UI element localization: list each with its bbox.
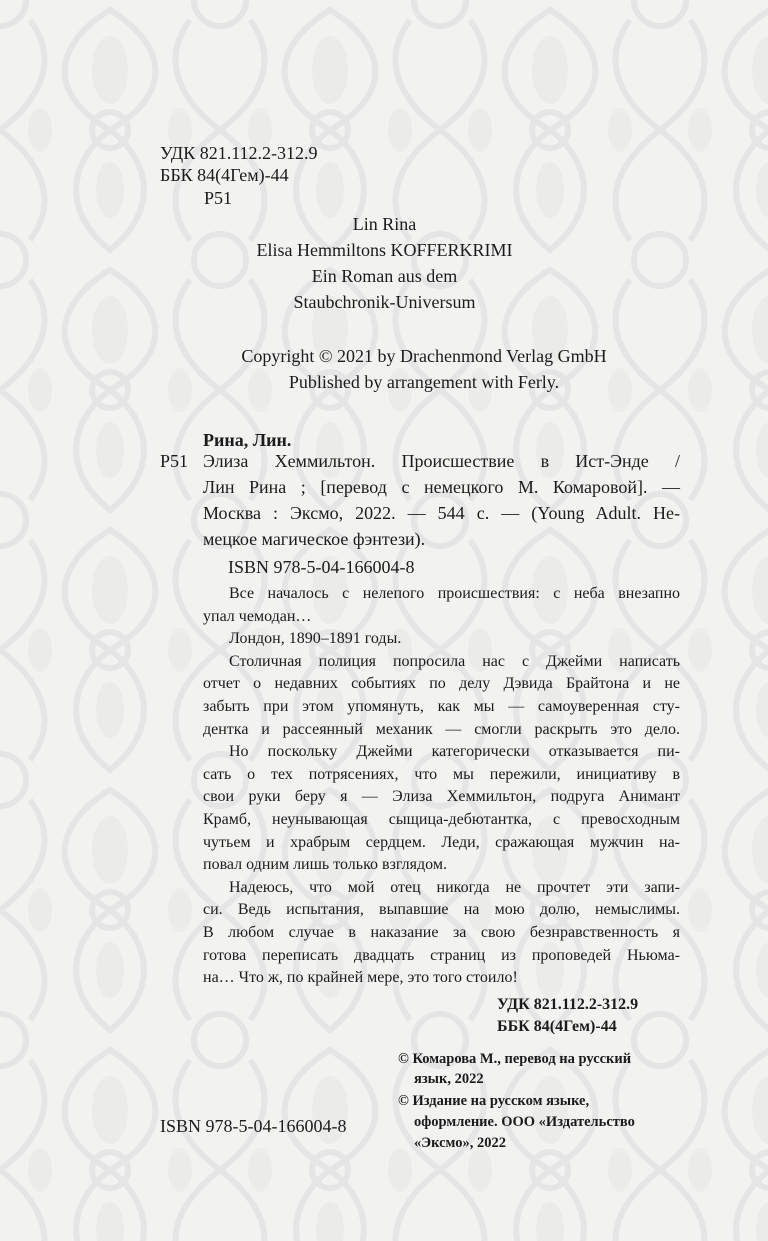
original-subtitle-1: Ein Roman aus dem	[311, 266, 458, 286]
annotation-line: Надеюсь, что мой отец никогда не прочтет эти запи-	[229, 878, 680, 896]
author-sign-top: Р51	[204, 188, 233, 208]
original-author: Lin Rina	[352, 214, 417, 234]
annotation-line: на… Что ж, по крайней мере, это того стоило!	[203, 969, 518, 987]
original-title: Elisa Hemmiltons KOFFERKRIMI	[256, 240, 513, 260]
annotation-line: забыть при этом упомянуть, как мы — самоуверенная сту-	[203, 697, 680, 715]
annotation-line: Лондон, 1890–1891 годы.	[229, 630, 402, 648]
original-title-block	[160, 211, 609, 315]
bbk-code-top: ББК 84(4Гем)-44	[160, 165, 289, 185]
catalog-description	[203, 448, 680, 552]
catalog-line-2: Лин Рина ; [перевод с немецкого М. Комаровой]. —	[203, 477, 680, 497]
annotation	[203, 583, 680, 990]
edition-rights-line-3: «Эксмо», 2022	[414, 1135, 506, 1151]
catalog-sign: Р51	[160, 451, 189, 471]
catalog-line-4: мецкое магическое фэнтези).	[203, 529, 426, 549]
annotation-line: отчет о недавних событиях по делу Дэвида Брайтона и не	[203, 675, 680, 693]
udk-code-top: УДК 821.112.2-312.9	[160, 143, 318, 163]
annotation-line: Но поскольку Джейми категорически отказывается пи-	[229, 743, 680, 761]
catalog-author-heading: Рина, Лин.	[203, 430, 292, 450]
udk-code-bottom: УДК 821.112.2-312.9	[497, 996, 639, 1013]
annotation-line: чутьем и храбрым сердцем. Леди, сражающая мужчин на-	[203, 833, 680, 851]
arrangement-line: Published by arrangement with Ferly.	[288, 372, 560, 392]
edition-rights-line-2: оформление. ООО «Издательство	[414, 1114, 635, 1130]
annotation-line: Крамб, неунывающая сыщица-дебютантка, с превосходным	[203, 810, 680, 828]
annotation-line: свои руки беру я — Элиза Хеммильтон, подруга Анимант	[203, 788, 680, 806]
original-subtitle-2: Staubchronik-Universum	[293, 292, 476, 312]
annotation-line: Столичная полиция попросила нас с Джейми написать	[229, 652, 680, 670]
annotation-line: готова переписать двадцать страниц из проповедей Ньюма-	[203, 946, 680, 964]
catalog-line-1: Элиза Хеммильтон. Происшествие в Ист-Энде /	[203, 451, 680, 471]
translation-rights	[398, 1049, 631, 1089]
annotation-line: Все началось с нелепого происшествия: с неба внезапно	[229, 585, 680, 602]
bbk-code-bottom: ББК 84(4Гем)-44	[497, 1018, 617, 1035]
edition-rights	[398, 1091, 635, 1154]
copyright-line: Copyright © 2021 by Drachenmond Verlag GmbH	[241, 346, 607, 366]
catalog-isbn: ISBN 978-5-04-166004-8	[228, 557, 415, 577]
annotation-line: сать о тех потрясениях, что мы пережили, инициативу в	[203, 765, 680, 783]
translation-rights-line-1: © Комарова М., перевод на русский	[398, 1051, 632, 1067]
bottom-isbn: ISBN 978-5-04-166004-8	[160, 1116, 347, 1136]
annotation-line: В любом случае в наказание за свою безнравственность я	[203, 923, 680, 941]
annotation-line: упал чемодан…	[203, 607, 312, 625]
annotation-line: си. Ведь испытания, выпавшие на мою долю, немыслимы.	[203, 901, 680, 919]
copyright-block	[160, 343, 688, 395]
annotation-line: повал одним лишь только взглядом.	[203, 856, 447, 874]
edition-rights-line-1: © Издание на русском языке,	[398, 1093, 590, 1109]
annotation-line: дентка и рассеянный механик — смогли раскрыть это дело.	[203, 720, 680, 738]
catalog-line-3: Москва : Эксмо, 2022. — 544 с. — (Young Adult. Не-	[203, 503, 680, 523]
translation-rights-line-2: язык, 2022	[414, 1071, 484, 1087]
